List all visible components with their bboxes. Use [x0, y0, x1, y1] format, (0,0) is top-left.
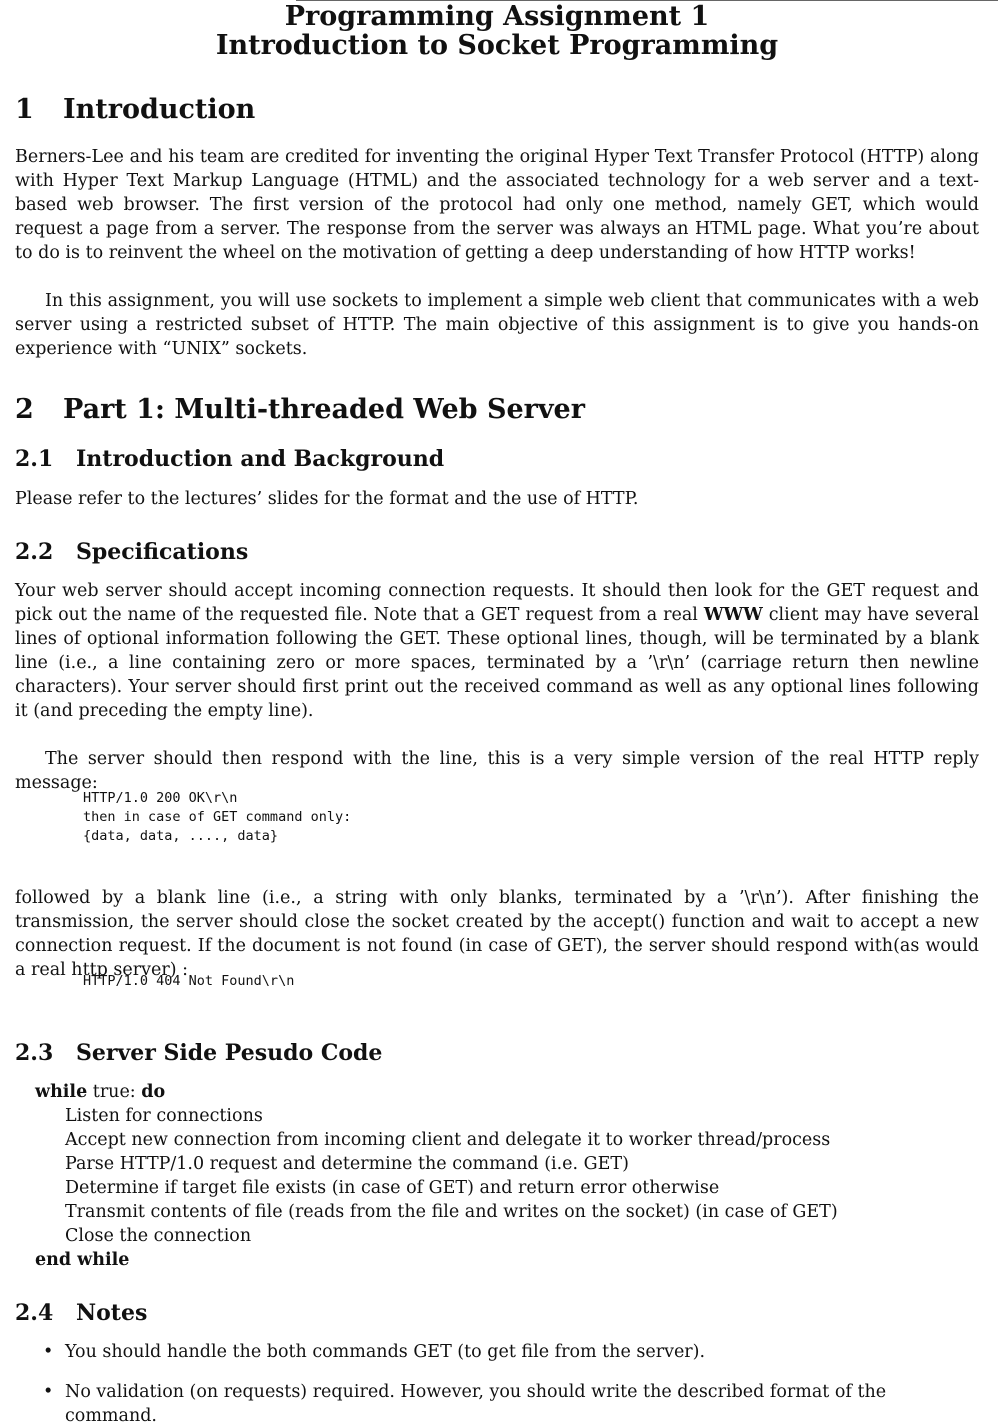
intro-paragraph-1: Berners-Lee and his team are credited for inventing the original Hyper Text Transfer Protocol (HTTP) along with Hyper Text Markup Language (HTML) and the associated technology for a web server and a text-based web browser. The first version of the protocol had only one method, namely GET, which would request a page from a server. The response from the server was always an HTML page. What you’re about to do is to reinvent the wheel on the motivation of getting a deep understanding of how HTTP works!	[15, 147, 979, 263]
while-line	[15, 1080, 979, 1104]
section-title: Part 1: Multi-threaded Web Server	[63, 394, 585, 425]
section-2-heading	[15, 394, 585, 425]
code-block-response	[15, 789, 979, 846]
code-line: then in case of GET command only:	[83, 809, 352, 825]
section-2-1-body	[15, 487, 979, 511]
section-1-heading	[15, 94, 255, 125]
spec-paragraph-3: followed by a blank line (i.e., a string with only blanks, terminated by a ’\r\n’). After finishing the transmission, the server should close the socket created by the accept() function and wait to accept a new connection request. If the document is not found (in case of GET), the server should respond with(as would a real http server) :	[15, 888, 979, 980]
section-2-2-body	[15, 579, 979, 795]
code-line: HTTP/1.0 404 Not Found\r\n	[83, 973, 295, 989]
section-title: Server Side Pesudo Code	[76, 1040, 383, 1066]
section-number: 2.1	[15, 446, 54, 472]
section-title: Specifications	[76, 539, 249, 565]
pseudo-step: Transmit contents of file (reads from the file and writes on the socket) (in case of GET)	[65, 1202, 838, 1222]
code-line: {data, data, ...., data}	[83, 828, 279, 844]
do-keyword: do	[141, 1082, 166, 1102]
title-block	[15, 2, 979, 60]
www-bold: WWW	[703, 605, 763, 625]
spec-paragraph-1	[15, 579, 979, 723]
background-paragraph: Please refer to the lectures’ slides for the format and the use of HTTP.	[15, 489, 639, 509]
code-line: HTTP/1.0 200 OK\r\n	[83, 790, 238, 806]
spec-paragraph-3-block	[15, 886, 979, 982]
section-number: 2.2	[15, 539, 54, 565]
while-keyword: while	[35, 1082, 88, 1102]
code-block-404	[15, 972, 979, 991]
section-number: 2.3	[15, 1040, 54, 1066]
section-2-4-heading	[15, 1300, 147, 1326]
section-2-2-heading	[15, 539, 248, 565]
section-title: Introduction	[63, 94, 256, 125]
note-item: • No validation (on requests) required. However, you should write the described format of the command.	[15, 1380, 979, 1428]
spec-text-a: Your web server should accept incoming connection requests. It should then look for the GET request and pick out the name of the requested file. Note that a GET request from a real	[15, 581, 979, 625]
pseudo-step: Determine if target file exists (in case of GET) and return error otherwise	[65, 1178, 720, 1198]
while-condition: true:	[87, 1082, 142, 1102]
end-while-line: end while	[35, 1250, 130, 1270]
pseudo-step: Parse HTTP/1.0 request and determine the command (i.e. GET)	[65, 1154, 629, 1174]
section-number: 2.4	[15, 1300, 54, 1326]
section-title: Introduction and Background	[76, 446, 445, 472]
section-1-body	[15, 145, 979, 361]
section-number: 2	[15, 394, 34, 425]
notes-list	[15, 1340, 979, 1428]
pseudo-step: Accept new connection from incoming client and delegate it to worker thread/process	[65, 1130, 831, 1150]
title-line-2: Introduction to Socket Programming	[215, 30, 779, 61]
title-line-1: Programming Assignment 1	[284, 1, 710, 32]
pseudo-code	[15, 1080, 979, 1272]
intro-paragraph-2: In this assignment, you will use sockets to implement a simple web client that communicates with a web server using a restricted subset of HTTP. The main objective of this assignment is to give you hands-on experience with “UNIX” sockets.	[15, 291, 979, 359]
note-item: • You should handle the both commands GET (to get file from the server).	[15, 1340, 979, 1364]
spec-paragraph-2: The server should then respond with the line, this is a very simple version of the real HTTP reply message:	[15, 749, 979, 793]
section-2-3-heading	[15, 1040, 382, 1066]
pseudo-step: Listen for connections	[65, 1106, 263, 1126]
section-title: Notes	[76, 1300, 148, 1326]
section-number: 1	[15, 94, 34, 125]
section-2-1-heading	[15, 446, 444, 472]
spec-text-b: client may have several lines of optional information following the GET. These optional lines, though, will be terminated by a blank line (i.e., a line containing zero or more spaces, terminated by a ’\r\n’ (carriage return then newline characters). Your server should first print out the received command as well as any optional lines following it (and preceding the empty line).	[15, 605, 979, 721]
pseudo-step: Close the connection	[65, 1226, 252, 1246]
